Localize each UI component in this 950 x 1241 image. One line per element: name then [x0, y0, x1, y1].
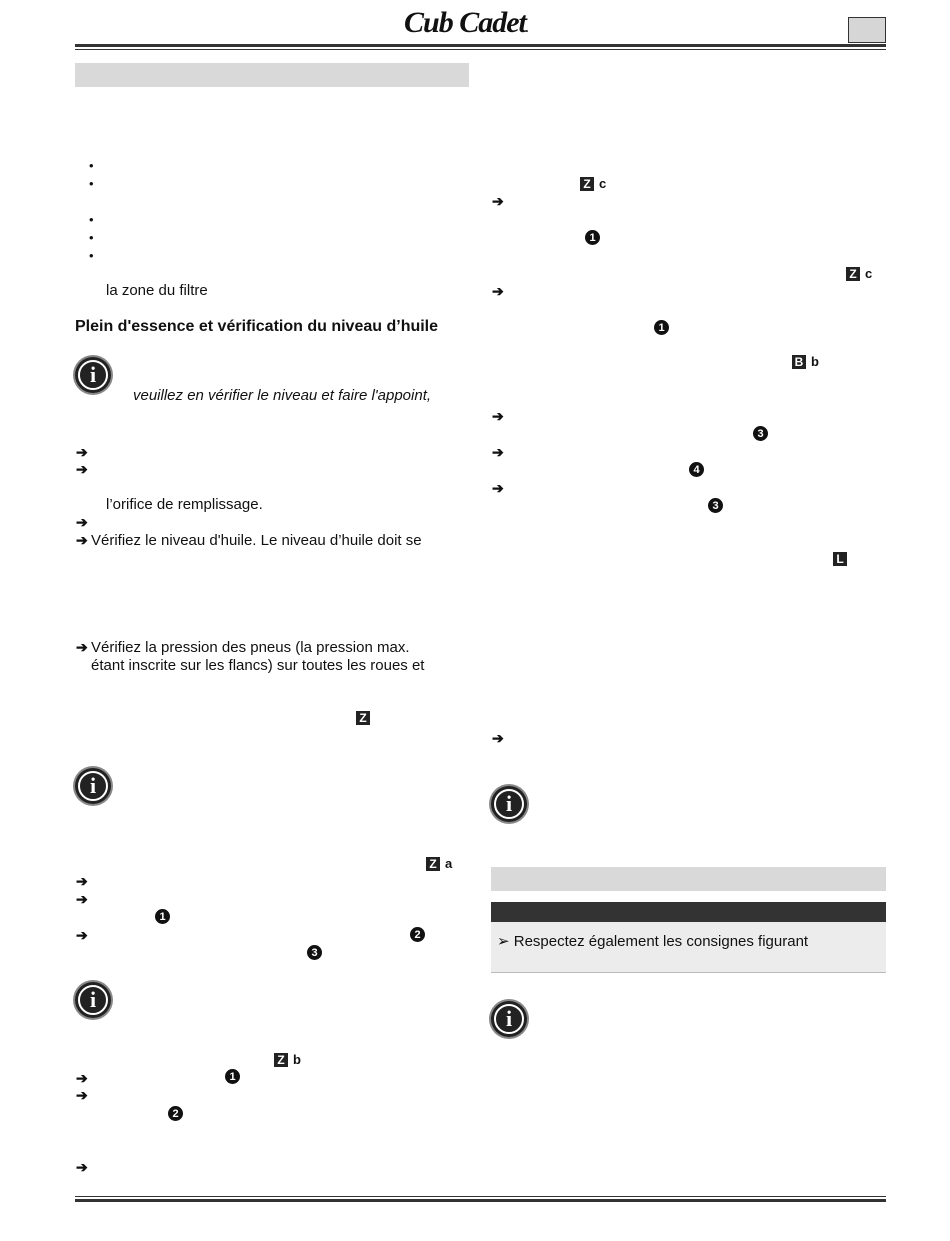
footer-rule-thin [75, 1196, 886, 1197]
bullet-icon: • [89, 176, 94, 191]
info-icon: i [491, 1001, 527, 1037]
arrow-right-icon: ➔ [492, 480, 504, 496]
figure-ref: Z b [274, 1052, 301, 1067]
header-rule [75, 44, 886, 47]
step-number: 3 [307, 945, 322, 960]
info-icon: i [491, 786, 527, 822]
arrow-right-icon: ➔ [76, 514, 88, 530]
arrow-right-icon: ➔ [492, 408, 504, 424]
instruction-text: Vérifiez le niveau d'huile. Le niveau d’huile doit se [91, 532, 422, 549]
arrow-right-icon: ➔ [76, 891, 88, 907]
arrow-right-icon: ➔ [76, 532, 88, 548]
note-text: veuillez en vérifier le niveau et faire l'appoint, [133, 387, 432, 404]
arrow-right-icon: ➔ [76, 927, 88, 943]
bullet-icon: • [89, 212, 94, 227]
step-number: 1 [155, 909, 170, 924]
figure-ref: L [833, 552, 847, 566]
step-number: 3 [708, 498, 723, 513]
step-number: 1 [585, 230, 600, 245]
arrow-right-icon: ➔ [76, 1159, 88, 1175]
page-number-box [848, 17, 886, 43]
arrow-right-icon: ➔ [76, 444, 88, 460]
figure-ref: Z c [846, 266, 872, 281]
header-rule-thin [75, 49, 886, 50]
bullet-continuation: la zone du filtre [106, 282, 208, 299]
section-heading: Plein d'essence et vérification du niveau d’huile [75, 318, 439, 335]
warning-text: ➢ Respectez également les consignes figurant [497, 933, 809, 950]
instruction-text: Vérifiez la pression des pneus (la pression max. [91, 639, 410, 656]
arrow-right-icon: ➔ [492, 730, 504, 746]
brand-logo: Cub Cadet. [404, 6, 528, 39]
section-title-bar [75, 63, 469, 87]
bullet-icon: • [89, 248, 94, 263]
arrow-right-icon: ➔ [492, 444, 504, 460]
figure-ref: Z [356, 711, 370, 725]
figure-ref: Z c [580, 176, 606, 191]
bullet-icon: • [89, 230, 94, 245]
section-title-bar [491, 867, 886, 891]
arrow-right-icon: ➔ [492, 193, 504, 209]
arrow-right-icon: ➔ [492, 283, 504, 299]
step-number: 2 [168, 1106, 183, 1121]
step-number: 3 [753, 426, 768, 441]
warning-header-bar [491, 902, 886, 922]
arrow-right-icon: ➔ [76, 461, 88, 477]
figure-ref: B b [792, 354, 819, 369]
info-icon: i [75, 768, 111, 804]
info-icon: i [75, 357, 111, 393]
footer-rule [75, 1199, 886, 1202]
step-number: 2 [410, 927, 425, 942]
figure-ref: Z a [426, 856, 452, 871]
step-number: 1 [654, 320, 669, 335]
warning-box [491, 922, 886, 973]
info-icon: i [75, 982, 111, 1018]
arrow-right-icon: ➔ [76, 639, 88, 655]
step-number: 4 [689, 462, 704, 477]
instruction-text: étant inscrite sur les flancs) sur toutes les roues et [91, 657, 425, 674]
instruction-text: l’orifice de remplissage. [106, 496, 263, 513]
arrow-right-icon: ➔ [76, 873, 88, 889]
bullet-icon: • [89, 158, 94, 173]
arrow-right-icon: ➔ [76, 1070, 88, 1086]
step-number: 1 [225, 1069, 240, 1084]
arrow-right-icon: ➔ [76, 1087, 88, 1103]
